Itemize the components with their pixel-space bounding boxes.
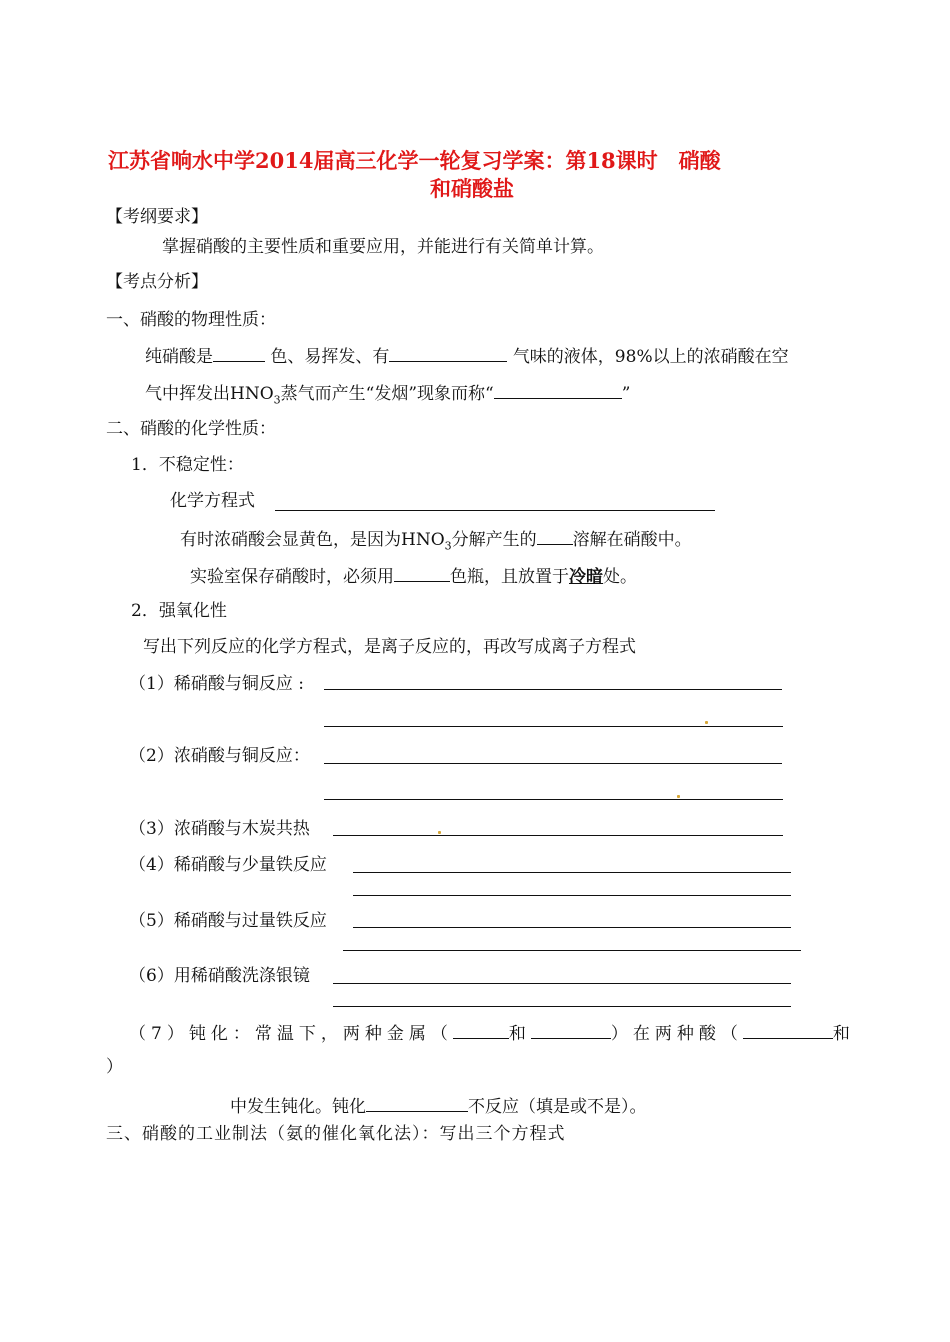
reaction-5-line-1[interactable]: [353, 927, 791, 928]
passivation-line2: [230, 1094, 647, 1118]
storage-text-c: 处。: [603, 567, 637, 587]
bottle-color-blank[interactable]: [394, 564, 450, 582]
passivation-line: [129, 1021, 855, 1045]
yellow-color-line: [180, 527, 692, 551]
physical-text-d: 气中挥发出HNO: [145, 384, 274, 404]
instructions-text: 写出下列反应的化学方程式，是离子反应的，再改写成离子方程式: [143, 637, 636, 657]
chemical-heading: 二、硝酸的化学性质：: [106, 419, 276, 439]
storage-text-b: 色瓶，且放置于: [450, 567, 569, 587]
passivation-wrap: ）: [106, 1057, 123, 1077]
physical-line1: [145, 344, 789, 368]
reaction-2-line-2[interactable]: [324, 799, 783, 800]
yellow-text-c: 溶解在硝酸中。: [572, 530, 692, 550]
physical-text-a: 纯硝酸是: [145, 347, 213, 367]
physical-text-c: 气味的液体，98%以上的浓硝酸在空: [512, 347, 789, 367]
speck: [438, 831, 441, 834]
requirements-text: 掌握硝酸的主要性质和重要应用，并能进行有关简单计算。: [162, 237, 604, 257]
title-line2: 和硝酸盐: [430, 176, 514, 201]
yellow-text-a: 有时浓硝酸会显黄色，是因为HNO: [180, 530, 445, 550]
reaction-4-label: （4）稀硝酸与少量铁反应: [129, 855, 327, 875]
analysis-heading: 【考点分析】: [106, 272, 208, 292]
reaction-2-label: （2）浓硝酸与铜反应：: [129, 746, 310, 766]
industrial-heading: 三、硝酸的工业制法（氨的催化氧化法）：写出三个方程式: [106, 1124, 566, 1144]
fuming-name-blank[interactable]: [494, 381, 622, 399]
gas-blank[interactable]: [537, 527, 573, 545]
reaction-6-line-2[interactable]: [333, 1006, 791, 1007]
subscript-3: 3: [273, 393, 281, 407]
equation-blank-line[interactable]: [275, 510, 715, 511]
passivation-text-b: 和: [508, 1024, 531, 1044]
equation-label: 化学方程式: [170, 491, 255, 511]
reaction-4-line-2[interactable]: [353, 895, 791, 896]
reaction-5-line-2[interactable]: [343, 950, 801, 951]
reaction-3-line[interactable]: [333, 835, 783, 836]
cool-dark-text: 冷暗: [569, 567, 603, 587]
reaction-2-line-1[interactable]: [324, 763, 782, 764]
reaction-1-line-1[interactable]: [324, 689, 782, 690]
passivation-text-g: 不反应（填是或不是）。: [468, 1097, 647, 1117]
reaction-6-label: （6）用稀硝酸洗涤银镜: [129, 966, 310, 986]
physical-line2: [145, 381, 630, 405]
speck: [677, 795, 680, 798]
metal-1-blank[interactable]: [453, 1021, 509, 1039]
metal-2-blank[interactable]: [531, 1021, 611, 1039]
reaction-4-line-1[interactable]: [353, 872, 791, 873]
physical-text-b: 色、易挥发、有: [270, 347, 390, 367]
passivation-text-d: 和: [832, 1024, 855, 1044]
physical-text-f: ”: [621, 384, 631, 404]
yellow-text-b: 分解产生的: [451, 530, 537, 550]
reaction-1-line-2[interactable]: [324, 726, 783, 727]
requirements-heading: 【考纲要求】: [106, 207, 208, 227]
reaction-1-label: （1）稀硝酸与铜反应 :: [129, 674, 304, 694]
instability-heading: 1．不稳定性：: [131, 455, 244, 475]
physical-text-e: 蒸气而产生“发烟”现象而称“: [280, 384, 494, 404]
smell-blank[interactable]: [389, 344, 507, 362]
reaction-5-label: （5）稀硝酸与过量铁反应: [129, 911, 327, 931]
speck: [705, 721, 708, 724]
storage-line: [190, 564, 637, 588]
color-blank[interactable]: [213, 344, 265, 362]
subscript-3b: 3: [444, 539, 452, 553]
passivation-text-f: 中发生钝化。钝化: [230, 1097, 366, 1117]
storage-text-a: 实验室保存硝酸时，必须用: [190, 567, 394, 587]
passivation-text-c: ）在两种酸（: [610, 1024, 743, 1044]
acid-1-blank[interactable]: [743, 1021, 833, 1039]
title-line1: 江苏省响水中学2014届高三化学一轮复习学案：第18课时 硝酸: [108, 148, 721, 173]
oxidizing-heading: 2．强氧化性: [131, 601, 227, 621]
physical-heading: 一、硝酸的物理性质：: [106, 310, 276, 330]
reaction-3-label: （3）浓硝酸与木炭共热: [129, 819, 310, 839]
reacts-blank[interactable]: [366, 1094, 468, 1112]
passivation-text-a: （7）钝化：常温下，两种金属（: [129, 1024, 453, 1044]
reaction-6-line-1[interactable]: [333, 983, 791, 984]
